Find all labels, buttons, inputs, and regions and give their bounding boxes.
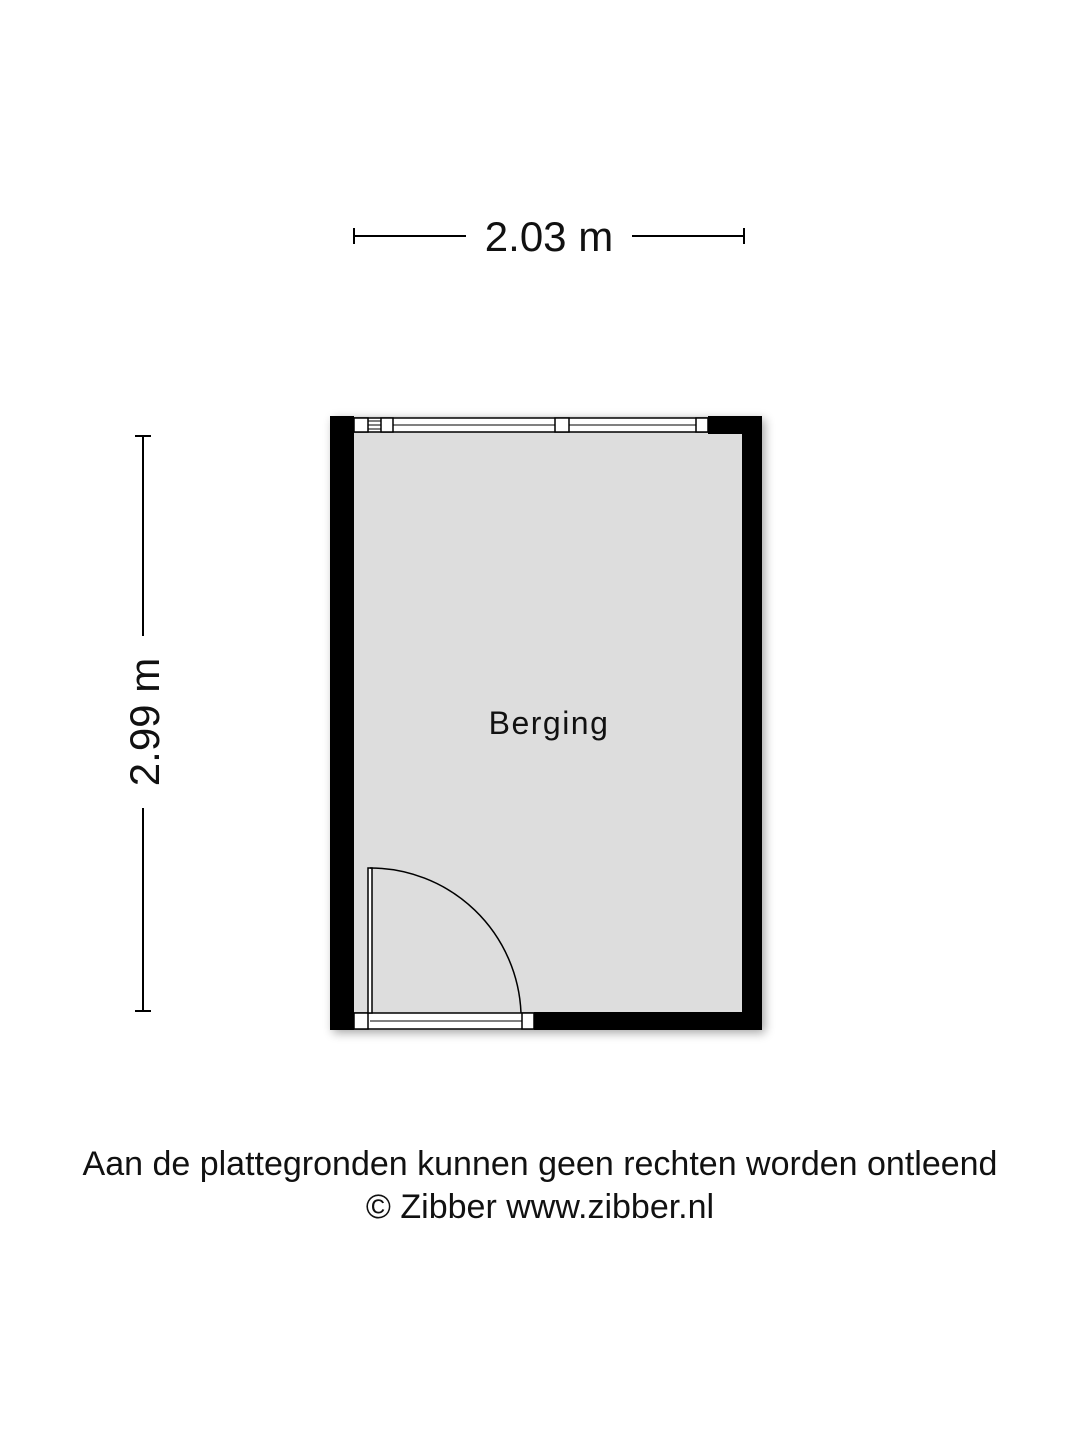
wall-bottom-right <box>534 1012 762 1030</box>
wall-top-right <box>708 416 762 434</box>
door-leaf <box>368 868 372 1013</box>
disclaimer-text: Aan de plattegronden kunnen geen rechten worden ontleend <box>82 1145 998 1183</box>
height-dimension-label: 2.99 m <box>121 657 168 787</box>
room-label: Berging <box>488 705 610 741</box>
wall-bottom-left <box>330 1012 354 1030</box>
copyright-text: © Zibber www.zibber.nl <box>365 1188 715 1226</box>
height-dimension <box>121 436 168 1011</box>
window-top <box>354 418 708 432</box>
width-dimension-label: 2.03 m <box>484 213 614 260</box>
width-dimension <box>354 213 744 260</box>
wall-right <box>742 416 762 1030</box>
wall-left <box>330 416 354 1030</box>
